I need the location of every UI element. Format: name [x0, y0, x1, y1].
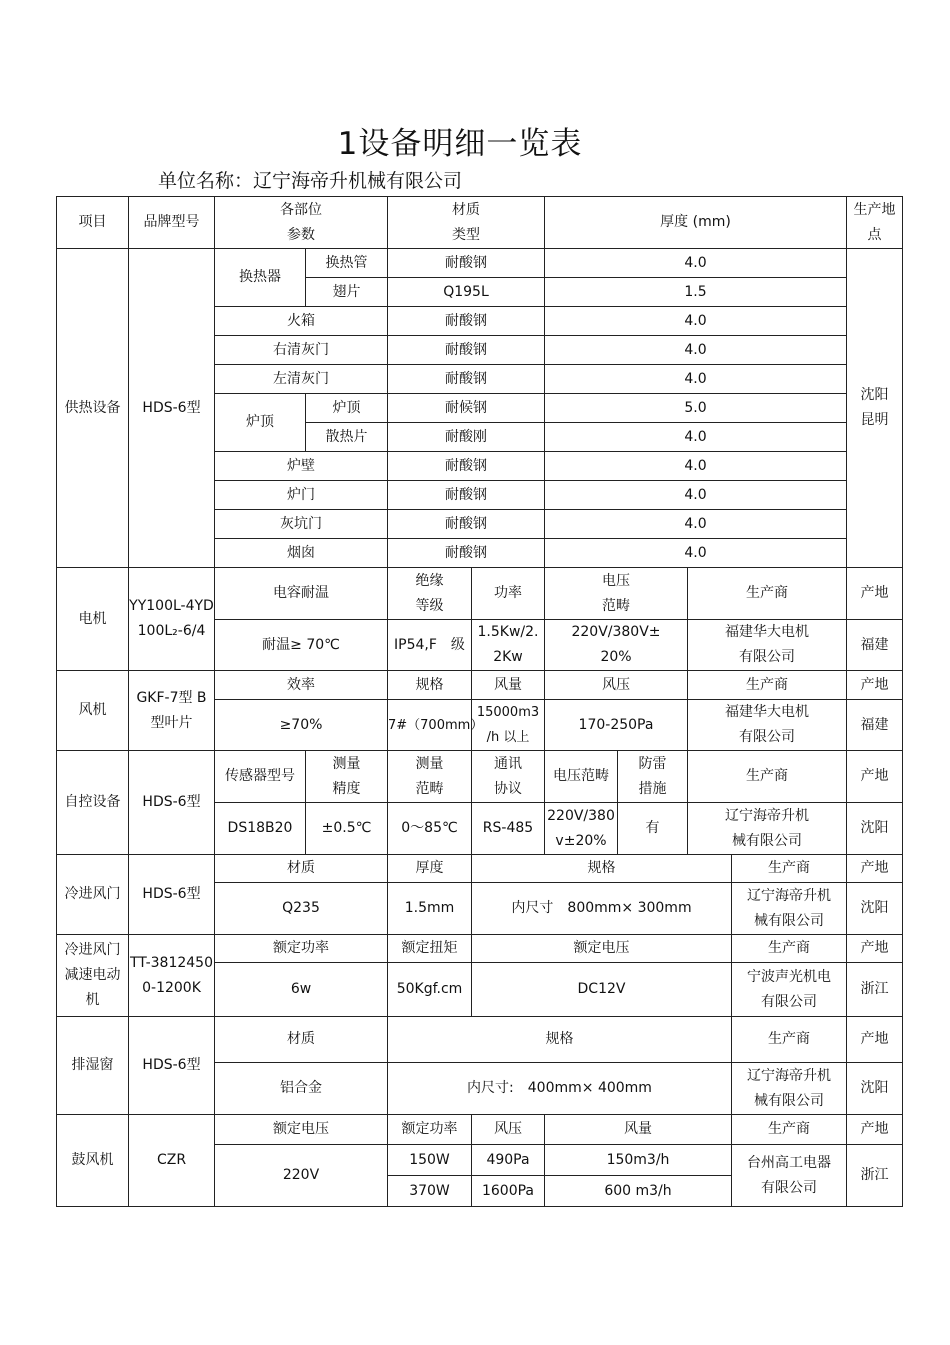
control-origin: 沈阳: [847, 803, 903, 855]
blower-power: 370W: [388, 1176, 472, 1207]
thickness-cell: 4.0: [545, 481, 847, 510]
damper-motor-origin: 浙江: [847, 963, 903, 1017]
fan-eff: ≥70%: [215, 700, 388, 751]
header-part: 各部位 参数: [215, 197, 388, 249]
vent-origin: 沈阳: [847, 1063, 903, 1115]
blower-h-press: 风压: [472, 1115, 545, 1145]
material-cell: 耐酸钢: [388, 510, 545, 539]
blower-flow: 150m3/h: [545, 1145, 732, 1176]
damper-motor-power: 6w: [215, 963, 388, 1017]
material-cell: 耐候钢: [388, 394, 545, 423]
damper-motor-brand: TT-3812450 0-1200K: [129, 935, 215, 1017]
page-title: 1设备明细一览表: [337, 126, 583, 162]
blower-h-volt: 额定电压: [215, 1115, 388, 1145]
blower-h-origin: 产地: [847, 1115, 903, 1145]
part-cell: 换热管: [306, 249, 388, 278]
damper-motor-name: 冷进风门 减速电动 机: [57, 935, 129, 1017]
material-cell: Q195L: [388, 278, 545, 307]
thickness-cell: 4.0: [545, 539, 847, 568]
vent-name: 排湿窗: [57, 1017, 129, 1115]
thickness-cell: 4.0: [545, 452, 847, 481]
fan-h-eff: 效率: [215, 671, 388, 700]
fan-press: 170-250Pa: [545, 700, 688, 751]
material-cell: 耐酸钢: [388, 307, 545, 336]
motor-brand: YY100L-4YD 100L₂-6/4: [129, 568, 215, 671]
damper-motor-h-maker: 生产商: [732, 935, 847, 963]
damper-origin: 沈阳: [847, 883, 903, 935]
vent-h-spec: 规格: [388, 1017, 732, 1063]
control-maker: 辽宁海帝升机 械有限公司: [688, 803, 847, 855]
material-cell: 耐酸钢: [388, 249, 545, 278]
motor-maker: 福建华大电机 有限公司: [688, 620, 847, 671]
damper-h-origin: 产地: [847, 855, 903, 883]
motor-h-temp: 电容耐温: [215, 568, 388, 620]
fan-h-press: 风压: [545, 671, 688, 700]
damper-h-material: 材质: [215, 855, 388, 883]
control-h-light: 防雷 措施: [618, 751, 688, 803]
blower-h-maker: 生产商: [732, 1115, 847, 1145]
vent-h-material: 材质: [215, 1017, 388, 1063]
damper-spec: 内尺寸 800mm× 300mm: [472, 883, 732, 935]
heating-name: 供热设备: [57, 249, 129, 568]
part-cell: 炉顶: [306, 394, 388, 423]
damper-h-spec: 规格: [472, 855, 732, 883]
blower-flow: 600 m3/h: [545, 1176, 732, 1207]
blower-press: 1600Pa: [472, 1176, 545, 1207]
thickness-cell: 1.5: [545, 278, 847, 307]
damper-h-thick: 厚度: [388, 855, 472, 883]
control-h-comm: 通讯 协议: [472, 751, 545, 803]
vent-maker: 辽宁海帝升机 械有限公司: [732, 1063, 847, 1115]
vent-brand: HDS-6型: [129, 1017, 215, 1115]
fan-spec: 7#（700mm）: [388, 700, 472, 751]
blower-brand: CZR: [129, 1115, 215, 1207]
damper-motor-header-row: [57, 935, 903, 963]
motor-temp: 耐温≥ 70℃: [215, 620, 388, 671]
material-cell: 耐酸刚: [388, 423, 545, 452]
header-origin: 生产地 点: [847, 197, 903, 249]
damper-header-row: [57, 855, 903, 883]
furnace-top-label: 炉顶: [215, 394, 306, 452]
header-item: 项目: [57, 197, 129, 249]
control-prec: ±0.5℃: [306, 803, 388, 855]
damper-h-maker: 生产商: [732, 855, 847, 883]
part-cell: 灰坑门: [215, 510, 388, 539]
damper-thick: 1.5mm: [388, 883, 472, 935]
blower-name: 鼓风机: [57, 1115, 129, 1207]
control-volt: 220V/380 v±20%: [545, 803, 618, 855]
thickness-cell: 4.0: [545, 365, 847, 394]
fan-brand: GKF-7型 B 型叶片: [129, 671, 215, 751]
part-cell: 炉门: [215, 481, 388, 510]
material-cell: 耐酸钢: [388, 539, 545, 568]
fan-h-spec: 规格: [388, 671, 472, 700]
control-h-prec: 测量 精度: [306, 751, 388, 803]
blower-h-flow: 风量: [545, 1115, 732, 1145]
part-cell: 散热片: [306, 423, 388, 452]
motor-h-ins: 绝缘 等级: [388, 568, 472, 620]
control-h-origin: 产地: [847, 751, 903, 803]
vent-h-maker: 生产商: [732, 1017, 847, 1063]
thickness-cell: 4.0: [545, 423, 847, 452]
control-sensor: DS18B20: [215, 803, 306, 855]
control-h-maker: 生产商: [688, 751, 847, 803]
equipment-table: [56, 196, 903, 1207]
control-h-range: 测量 范畴: [388, 751, 472, 803]
vent-h-origin: 产地: [847, 1017, 903, 1063]
motor-h-origin: 产地: [847, 568, 903, 620]
motor-h-power: 功率: [472, 568, 545, 620]
material-cell: 耐酸钢: [388, 365, 545, 394]
motor-h-volt: 电压 范畴: [545, 568, 688, 620]
damper-motor-torque: 50Kgf.cm: [388, 963, 472, 1017]
control-name: 自控设备: [57, 751, 129, 855]
control-comm: RS-485: [472, 803, 545, 855]
blower-press: 490Pa: [472, 1145, 545, 1176]
motor-origin: 福建: [847, 620, 903, 671]
part-cell: 烟囱: [215, 539, 388, 568]
motor-name: 电机: [57, 568, 129, 671]
vent-header-row: [57, 1017, 903, 1063]
fan-h-flow: 风量: [472, 671, 545, 700]
part-cell: 右清灰门: [215, 336, 388, 365]
blower-maker: 台州高工电器 有限公司: [732, 1145, 847, 1207]
part-cell: 左清灰门: [215, 365, 388, 394]
thickness-cell: 4.0: [545, 510, 847, 539]
thickness-cell: 4.0: [545, 336, 847, 365]
damper-motor-h-torque: 额定扭矩: [388, 935, 472, 963]
table-row: [57, 249, 903, 278]
control-brand: HDS-6型: [129, 751, 215, 855]
header-brand: 品牌型号: [129, 197, 215, 249]
control-h-sensor: 传感器型号: [215, 751, 306, 803]
vent-spec: 内尺寸: 400mm× 400mm: [388, 1063, 732, 1115]
blower-header-row: [57, 1115, 903, 1145]
part-cell: 翅片: [306, 278, 388, 307]
fan-name: 风机: [57, 671, 129, 751]
fan-flow: 15000m3 /h 以上: [472, 700, 545, 751]
motor-h-maker: 生产商: [688, 568, 847, 620]
motor-ins: IP54,F 级: [388, 620, 472, 671]
motor-power: 1.5Kw/2. 2Kw: [472, 620, 545, 671]
blower-volt: 220V: [215, 1145, 388, 1207]
damper-motor-volt: DC12V: [472, 963, 732, 1017]
fan-h-maker: 生产商: [688, 671, 847, 700]
motor-volt: 220V/380V± 20%: [545, 620, 688, 671]
control-range: 0～85℃: [388, 803, 472, 855]
thickness-cell: 4.0: [545, 307, 847, 336]
vent-material: 铝合金: [215, 1063, 388, 1115]
fan-h-origin: 产地: [847, 671, 903, 700]
fan-maker: 福建华大电机 有限公司: [688, 700, 847, 751]
blower-power: 150W: [388, 1145, 472, 1176]
damper-brand: HDS-6型: [129, 855, 215, 935]
control-light: 有: [618, 803, 688, 855]
heating-brand: HDS-6型: [129, 249, 215, 568]
part-cell: 火箱: [215, 307, 388, 336]
motor-header-row: [57, 568, 903, 620]
unit-name: 单位名称：辽宁海帝升机械有限公司: [158, 170, 463, 192]
blower-h-power: 额定功率: [388, 1115, 472, 1145]
fan-origin: 福建: [847, 700, 903, 751]
blower-origin: 浙江: [847, 1145, 903, 1207]
material-cell: 耐酸钢: [388, 481, 545, 510]
damper-material: Q235: [215, 883, 388, 935]
damper-motor-h-volt: 额定电压: [472, 935, 732, 963]
table-header-row: [57, 197, 903, 249]
thickness-cell: 5.0: [545, 394, 847, 423]
damper-name: 冷进风门: [57, 855, 129, 935]
exchanger-label: 换热器: [215, 249, 306, 307]
header-material: 材质 类型: [388, 197, 545, 249]
fan-header-row: [57, 671, 903, 700]
damper-motor-h-power: 额定功率: [215, 935, 388, 963]
damper-maker: 辽宁海帝升机 械有限公司: [732, 883, 847, 935]
material-cell: 耐酸钢: [388, 452, 545, 481]
control-header-row: [57, 751, 903, 803]
header-thickness: 厚度 (mm): [545, 197, 847, 249]
material-cell: 耐酸钢: [388, 336, 545, 365]
part-cell: 炉壁: [215, 452, 388, 481]
heating-origin: 沈阳 昆明: [847, 249, 903, 568]
damper-motor-maker: 宁波声光机电 有限公司: [732, 963, 847, 1017]
damper-motor-h-origin: 产地: [847, 935, 903, 963]
control-h-volt: 电压范畴: [545, 751, 618, 803]
thickness-cell: 4.0: [545, 249, 847, 278]
